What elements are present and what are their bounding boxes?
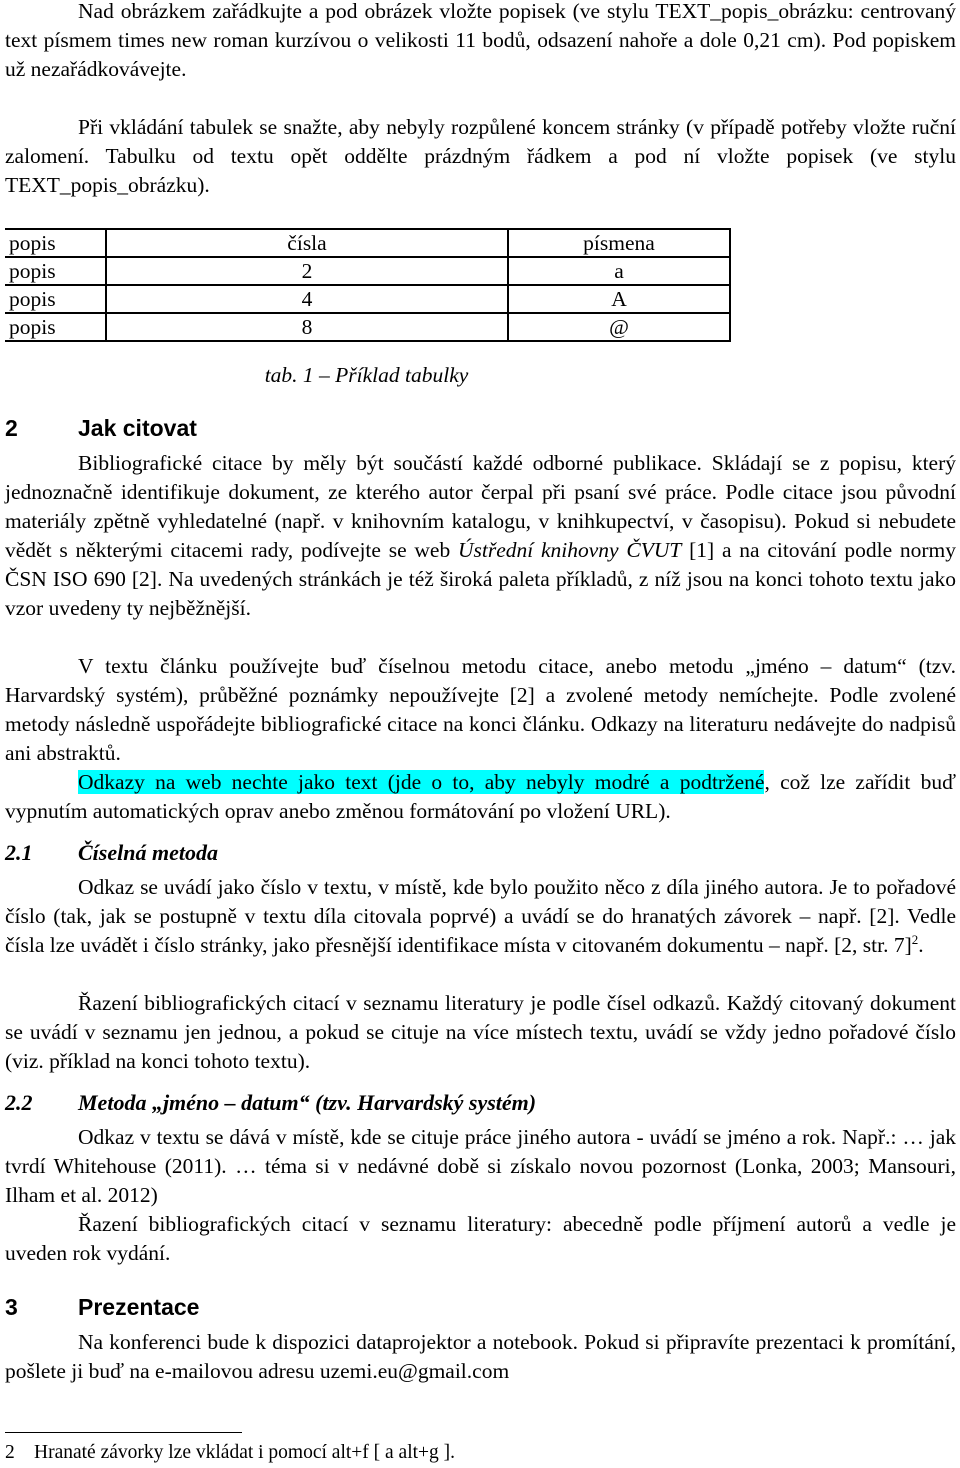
table-cell: @ [508,313,730,341]
table-cell: čísla [106,229,508,257]
section-number: 2.1 [5,840,33,865]
section-number: 2.2 [5,1090,33,1115]
table-row [5,313,730,341]
table-cell: A [508,285,730,313]
paragraph-harvard-method: Odkaz v textu se dává v místě, kde se cituje práce jiného autora - uvádí se jméno a rok. Např.: … jak tvrdí Whitehouse (2011). … téma si v nedávné době si získalo novou pozornost (Lonka, 2003; Mansouri, Ilham et al. 2012) [5,1125,956,1207]
paragraph-citation-methods: V textu článku používejte buď číselnou metodu citace, anebo metodu „jméno – datum“ (tzv. Harvardský systém), průběžné poznámky nepoužívejte [2] a zvolené metody nemíchejte. Podle zvolené metody následně uspořádejte bibliografické citace na konci článku. Odkazy na literaturu nedávejte do nadpisů ani abstraktů. [5,654,956,765]
paragraph-caption-instructions: Nad obrázkem zařádkujte a pod obrázek vložte popisek (ve stylu TEXT_popis_obrázku: centrovaný text písmem times new roman kurzívou o velikosti 11 bodů, odsazení nahoře a dole 0,21 cm). Pod popiskem už nezařádkovávejte. [5,0,956,81]
italic-library-name: Ústřední knihovny ČVUT [457,538,682,562]
footnote-number: 2 [5,1442,15,1463]
text-run: . [918,933,924,957]
footnote-text: Hranaté závorky lze vkládat i pomocí alt+f [ a alt+g ]. [34,1442,456,1463]
table-cell: popis [5,313,106,341]
table-row [5,257,730,285]
section-title: Číselná metoda [78,840,218,865]
text-run: Bibliografické citace by měly být součástí každé odborné publikace. Skládají se z popisu, který jednoznačně identifikuje dokument, ze kterého autor čerpal při psaní své práce. Podle citace jsou původní materiály zpětně vyhledatelné (např. v knihovním katalogu, v knihkupectví, v časopisu). Pokud si nebudete vědět s některými citacemi rady, podívejte se web [5,451,956,562]
text-run: , což lze zařídit buď vypnutím automatických oprav anebo změnou formátování po vložení URL). [5,770,956,823]
section-title: Prezentace [78,1294,200,1320]
paragraph-presentation: Na konferenci bude k dispozici dataprojektor a notebook. Pokud si připravíte prezentaci k promítání, pošlete ji buď na e-mailovou adresu uzemi.eu@gmail.com [5,1330,956,1383]
example-table [5,228,731,342]
footnote-separator [5,1432,242,1433]
section-heading-2-1 [5,838,218,868]
table-row [5,285,730,313]
section-number: 2 [5,415,18,441]
paragraph-numeric-ordering: Řazení bibliografických citací v seznamu literatury je podle čísel odkazů. Každý citovaný dokument se uvádí v seznamu jen jednou, a pokud se cituje na více místech textu, uvádí se vždy jedno pořadové číslo (viz. příklad na konci tohoto textu). [5,991,956,1073]
paragraph-web-links [5,768,956,826]
section-title: Metoda „jméno – datum“ (tzv. Harvardský systém) [78,1090,537,1115]
highlighted-text: Odkazy na web nechte jako text (jde o to, aby nebyly modré a podtržené [78,770,765,794]
table-row [5,229,730,257]
table-cell: 8 [106,313,508,341]
paragraph-table-instructions: Při vkládání tabulek se snažte, aby nebyly rozpůlené koncem stránky (v případě potřeby vložte ruční zalomení. Tabulku od textu opět oddělte prázdným řádkem a pod ní vložte popisek (ve stylu TEXT_popis_obrázku). [5,115,956,197]
table-cell: a [508,257,730,285]
table-caption: tab. 1 – Příklad tabulky [264,363,469,387]
text-run: Odkaz se uvádí jako číslo v textu, v místě, kde bylo použito něco z díla jiného autora. Je to pořadové číslo (tak, jak se postupně v textu díla citovala poprvé) a uvádí se do hranatých závorek – např. [2]. Vedle čísla lze uvádět i číslo stránky, jako přesnější identifikace místa v citovaném dokumentu – např. [2, str. 7] [5,875,956,957]
paragraph-harvard-ordering: Řazení bibliografických citací v seznamu literatury: abecedně podle příjmení autorů a vedle je uveden rok vydání. [5,1212,956,1265]
footnote-reference: 2 [911,931,919,947]
section-heading-3 [5,1292,199,1322]
section-title: Jak citovat [78,415,197,441]
table-cell: písmena [508,229,730,257]
footnote [5,1440,455,1466]
paragraph-numeric-method [5,873,956,960]
table-cell: popis [5,285,106,313]
section-heading-2-2 [5,1088,536,1118]
text-run: [1] a na citování podle normy ČSN ISO 690 [2]. Na uvedených stránkách je též široká paleta příkladů, z níž jsou na konci tohoto textu jako vzor uvedeny ty nejběžnější. [5,538,957,620]
table-cell: popis [5,229,106,257]
table-cell: 4 [106,285,508,313]
paragraph-citations-intro [5,449,956,623]
section-heading-2 [5,413,197,443]
section-number: 3 [5,1294,18,1320]
table-cell: 2 [106,257,508,285]
table-cell: popis [5,257,106,285]
